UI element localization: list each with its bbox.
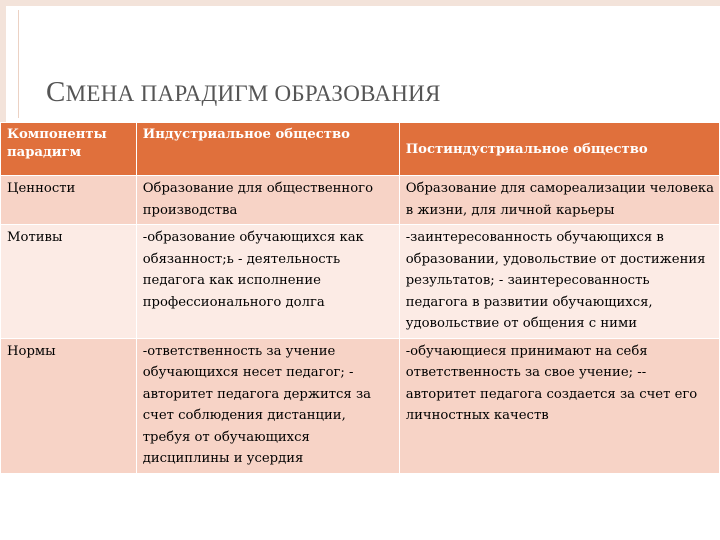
slide-frame-left — [0, 0, 6, 122]
row-label-values: Ценности — [1, 176, 137, 225]
header-industrial: Индустриальное общество — [136, 123, 399, 176]
table-row — [1, 338, 720, 473]
slide-title — [46, 76, 441, 109]
cell-industrial-motives: -образование обучающихся как обязанност;ь - деятельность педагога как исполнение профессионального долга — [136, 225, 399, 339]
slide-frame-top — [0, 0, 720, 6]
paradigm-table — [0, 122, 720, 474]
slide-title-first-letter: С — [46, 76, 66, 108]
cell-postindustrial-norms: -обучающиеся принимают на себя ответственность за свое учение; -- авторитет педагога создается за счет его личностных качеств — [399, 338, 719, 473]
table-row — [1, 225, 720, 339]
row-label-motives: Мотивы — [1, 225, 137, 339]
row-label-norms: Нормы — [1, 338, 137, 473]
header-postindustrial: Постиндустриальное общество — [399, 123, 719, 176]
slide-title-rest: МЕНА ПАРАДИГМ ОБРАЗОВАНИЯ — [65, 81, 441, 106]
table-header-row — [1, 123, 720, 176]
slide-frame-line — [18, 10, 19, 118]
header-components: Компоненты парадигм — [1, 123, 137, 176]
cell-industrial-values: Образование для общественного производства — [136, 176, 399, 225]
cell-postindustrial-motives: -заинтересованность обучающихся в образовании, удовольствие от достижения результатов; - заинтересованность педагога в развитии обучающихся, удовольствие от общения с ними — [399, 225, 719, 339]
cell-industrial-norms: -ответственность за учение обучающихся несет педагог; - авторитет педагога держится за счет соблюдения дистанции, требуя от обучающихся дисциплины и усердия — [136, 338, 399, 473]
cell-postindustrial-values: Образование для самореализации человека в жизни, для личной карьеры — [399, 176, 719, 225]
table-row — [1, 176, 720, 225]
